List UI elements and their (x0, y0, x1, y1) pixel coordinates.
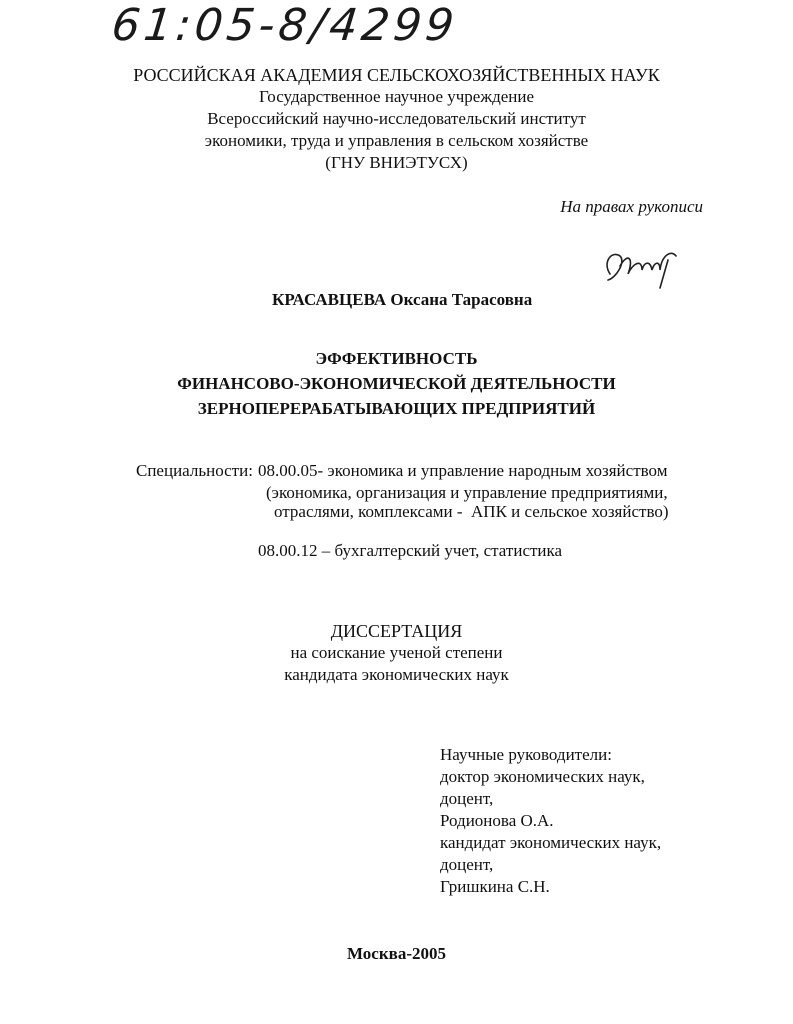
title-line3: ЗЕРНОПЕРЕРАБАТЫВАЮЩИХ ПРЕДПРИЯТИЙ (197, 399, 596, 418)
specialty-second: 08.00.12 – бухгалтерский учет, статистика (258, 541, 563, 560)
handwritten-registry-number: 61:05-8/4299 (109, 0, 461, 51)
supervisor-line: доцент, (440, 855, 494, 874)
thesis-block (0, 620, 793, 686)
institution-header (0, 64, 793, 174)
dissertation-title (0, 346, 793, 421)
supervisors-heading: Научные руководители: (440, 745, 612, 764)
specialty-first-line1: 08.00.05- экономика и управление народным хозяйством (258, 461, 668, 480)
institute-name-line2: экономики, труда и управления в сельском хозяйстве (204, 131, 589, 150)
institute-abbreviation: (ГНУ ВНИЭТУСХ) (325, 153, 468, 172)
title-line1: ЭФФЕКТИВНОСТЬ (315, 349, 478, 368)
thesis-degree-line: на соискание ученой степени (290, 643, 503, 662)
supervisor-line: кандидат экономических наук, (440, 833, 662, 852)
thesis-field-line: кандидата экономических наук (284, 665, 509, 684)
title-line2: ФИНАНСОВО-ЭКОНОМИЧЕСКОЙ ДЕЯТЕЛЬНОСТИ (177, 374, 616, 393)
institution-type: Государственное научное учреждение (258, 87, 535, 106)
supervisor-line: доктор экономических наук, (440, 767, 645, 786)
manuscript-note: На правах рукописи (560, 197, 703, 216)
specialty-first-line3: отраслями, комплексами - АПК и сельское хозяйство) (274, 502, 669, 521)
specialties-label: Специальности: (136, 461, 253, 480)
thesis-heading: ДИССЕРТАЦИЯ (330, 621, 463, 641)
supervisor-line: доцент, (440, 789, 494, 808)
supervisors-block (440, 744, 661, 898)
author-name: КРАСАВЦЕВА Оксана Тарасовна (272, 290, 533, 309)
specialty-first-line2: (экономика, организация и управление предприятиями, (266, 483, 668, 502)
author-signature (598, 244, 688, 294)
supervisor-line: Родионова О.А. (440, 811, 554, 830)
academy-name: РОССИЙСКАЯ АКАДЕМИЯ СЕЛЬСКОХОЗЯЙСТВЕННЫХ НАУК (133, 65, 660, 85)
supervisor-line: Гришкина С.Н. (440, 877, 550, 896)
institute-name-line1: Всероссийский научно-исследовательский институт (207, 109, 586, 128)
city-year-footer: Москва-2005 (346, 944, 446, 963)
